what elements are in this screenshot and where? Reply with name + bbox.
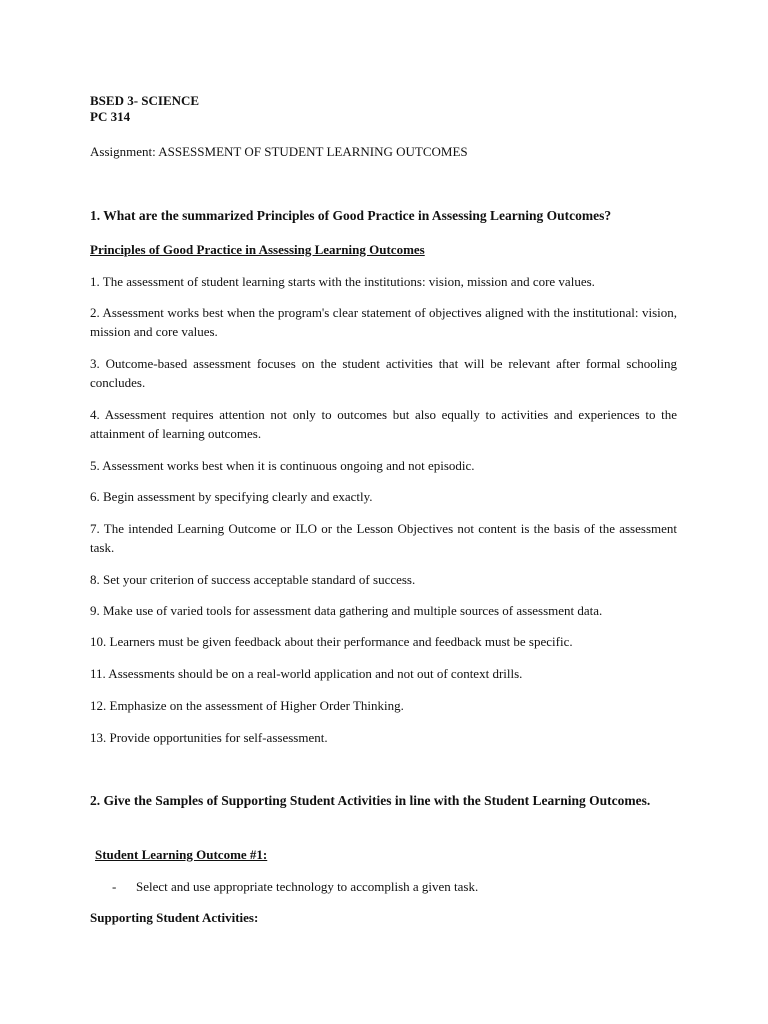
bullet-dash: - [112, 879, 117, 894]
principle-item-4: 4. Assessment requires attention not only to outcomes but also equally to activities and experiences to the attainment of learning outcomes. [90, 407, 677, 441]
principle-item-9: 9. Make use of varied tools for assessment data gathering and multiple sources of assessment data. [90, 603, 603, 618]
principle-item-10: 10. Learners must be given feedback about their performance and feedback must be specific. [90, 634, 573, 649]
question-1-title: 1. What are the summarized Principles of Good Practice in Assessing Learning Outcomes? [90, 208, 612, 223]
principle-item-7: 7. The intended Learning Outcome or ILO or the Lesson Objectives not content is the basis of the assessment task. [90, 521, 677, 555]
supporting-activities-heading: Supporting Student Activities: [90, 910, 259, 925]
principle-item-13: 13. Provide opportunities for self-assessment. [90, 730, 328, 745]
principles-subheading: Principles of Good Practice in Assessing Learning Outcomes [90, 242, 425, 257]
question-2-title: 2. Give the Samples of Supporting Student Activities in line with the Student Learning Outcomes. [90, 793, 651, 808]
outcome-1-heading: Student Learning Outcome #1: [95, 847, 268, 862]
principle-item-11: 11. Assessments should be on a real-world application and not out of context drills. [90, 666, 523, 681]
principle-item-6: 6. Begin assessment by specifying clearly and exactly. [90, 489, 373, 504]
assignment-line: Assignment: ASSESSMENT OF STUDENT LEARNING OUTCOMES [90, 144, 468, 159]
outcome-1-text: Select and use appropriate technology to accomplish a given task. [136, 879, 479, 894]
principle-item-5: 5. Assessment works best when it is continuous ongoing and not episodic. [90, 458, 475, 473]
principle-item-12: 12. Emphasize on the assessment of Higher Order Thinking. [90, 698, 404, 713]
principle-item-8: 8. Set your criterion of success acceptable standard of success. [90, 572, 416, 587]
course-code: PC 314 [90, 109, 131, 124]
principle-item-3: 3. Outcome-based assessment focuses on the student activities that will be relevant after formal schooling concludes. [90, 356, 677, 390]
principle-item-1: 1. The assessment of student learning starts with the institutions: vision, mission and core values. [90, 274, 595, 289]
principle-item-2: 2. Assessment works best when the program's clear statement of objectives aligned with the institutional: vision, mission and core values. [90, 305, 677, 339]
course-label: BSED 3- SCIENCE [90, 93, 200, 108]
